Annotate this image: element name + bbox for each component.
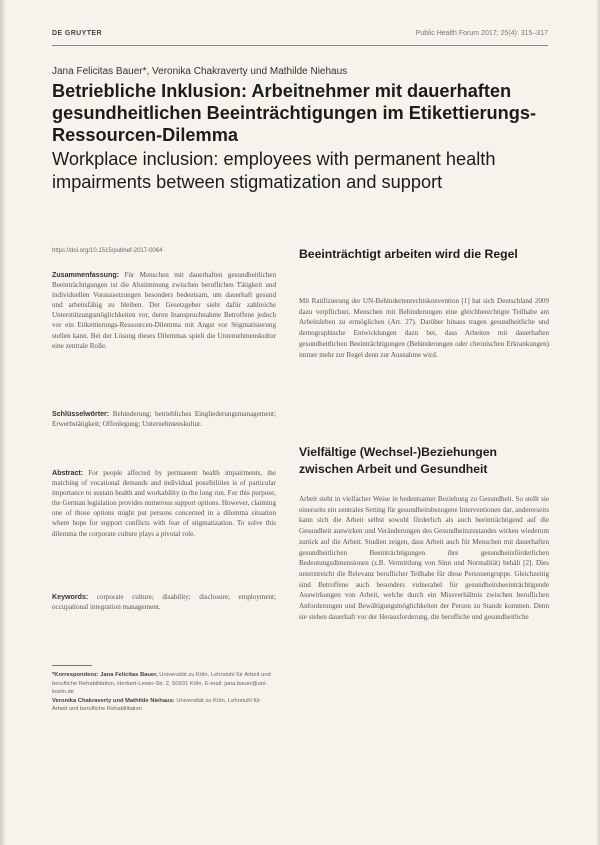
journal-reference: Public Health Forum 2017; 25(4): 315–317 bbox=[415, 30, 548, 37]
section-heading: Vielfältige (Wechsel-)Beziehungen zwischen Arbeit und Gesundheit bbox=[299, 445, 497, 476]
publisher-name: DE GRUYTER bbox=[52, 30, 102, 37]
section-heading: Beeinträchtigt arbeiten wird die Regel bbox=[299, 247, 518, 261]
title-german: Betriebliche Inklusion: Arbeitnehmer mit dauerhaften gesundheitlichen Beeinträchtigungen im Etikettierungs-Ressourcen-Dilemma bbox=[52, 81, 537, 145]
abstract-english bbox=[52, 468, 276, 539]
keywords-german-text: Behinderung; betriebliches Eingliederungsmanagement; Erwerbstätigkeit; Offenlegung; Unternehmenskultur. bbox=[52, 410, 276, 429]
section-body: Mit Ratifizierung der UN-Behindertenrechtskonvention [1] hat sich Deutschland 2009 dazu verpflichtet, Menschen mit Behinderungen eine gleichberechtigte Teilhabe am Arbeitsleben zu ermöglichen (Art. 27). Darüber hinaus tragen gesundheitliche und demographische Entwicklungen dazu bei, dass Arbeiten mit dauerhaften gesundheitlichen Beeinträchtigungen (Behinderungen oder chronischen Erkrankungen) immer mehr zur Regel denn zur Ausnahme wird. bbox=[299, 297, 549, 359]
keywords-english-text: corporate culture; disability; disclosure; employment; occupational integration management. bbox=[52, 593, 276, 612]
doi-link[interactable]: https://doi.org/10.1515/pubhef-2017-0064 bbox=[52, 248, 163, 254]
abstract-german bbox=[52, 270, 276, 351]
correspondence-footnote bbox=[52, 671, 276, 714]
abstract-english-label: Abstract: bbox=[52, 469, 84, 477]
title-english: Workplace inclusion: employees with permanent health impairments between stigmatization and support bbox=[52, 149, 496, 192]
running-header bbox=[52, 30, 548, 44]
abstract-german-label: Zusammenfassung: bbox=[52, 271, 120, 279]
abstract-german-text: Für Menschen mit dauerhaften gesundheitlichen Beeinträchtigungen ist die Abstimmung zwischen beruflichen Tätigkeit und individuellen Voraussetzungen besonders bedeutsam, um dauerhaft gesund und arbeitsfähig zu bleiben. Der Gesetzgeber sieht dafür zahlreiche Unterstützungsmöglichkeiten vor, deren Inanspruchnahme Betroffene jedoch vor ein Etikettierungs-Ressourcen-Dilemma mit Angst vor Stigmatisierung stellen kann. Bei der Lösung dieses Dilemmas spielt die Unternehmenskultur eine zentrale Rolle. bbox=[52, 271, 277, 350]
abstract-english-text: For people affected by permanent health impairments, the matching of vocational demands and individual possibilities is of particular importance to sustain health and workability in the long run. For this purpose, the German legislation provides numerous support options. However, claiming one of those options might put persons concerned in a dilemma situation where hope for support conflicts with fear of stigmatization. To solve this dilemma the corporate culture plays a pivotal role. bbox=[52, 469, 276, 538]
keywords-english bbox=[52, 592, 276, 612]
keywords-english-label: Keywords: bbox=[52, 593, 89, 601]
footnote-coauthors-text: Universität zu Köln, Lehrstuhl für Arbeit und berufliche Rehabilitation bbox=[52, 697, 261, 713]
footnote-author-text: Universität zu Köln, Lehrstuhl für Arbeit und berufliche Rehabilitation, Herbert-Lewin-Str. 2, 50931 Köln, E-mail: jana.bauer@uni-koeln.de bbox=[52, 672, 271, 696]
page-edge-shadow bbox=[596, 0, 600, 845]
keywords-german bbox=[52, 409, 276, 429]
page-edge-shadow bbox=[0, 0, 6, 845]
footnote-coauthors-label: Veronika Chakraverty und Mathilde Niehaus: bbox=[52, 697, 175, 704]
footnote-author-label: *Korrespondenz: Jana Felicitas Bauer, bbox=[52, 672, 158, 678]
author-list: Jana Felicitas Bauer*, Veronika Chakraverty und Mathilde Niehaus bbox=[52, 66, 348, 77]
footnote-divider bbox=[52, 665, 92, 666]
section-body: Arbeit steht in vielfacher Weise in bedeutsamer Beziehung zu Gesundheit. So stellt sie einerseits ein zentrales Setting für gesundheitsbezogene Interventionen dar, andererseits kann sich die Arbeit selbst sowohl förderlich als auch beeinträchtigend auf die Gesundheit auswirken und Veränderungen des Gesundheitszustandes wirken wiederum zurück auf die Arbeit. Studien zeigen, dass Arbeit auch für Menschen mit dauerhaften gesundheitlichen Beeinträchtigungen ihre gesundheitsförderlichen Bedeutungsdimensionen (z.B. Vermittlung von Sinn und Normalität) behält [2]. Dies unterstreicht die Relevanz beruflicher Teilhabe für diese Personengruppe. Gleichzeitig sind Betroffene auch besonders vulnerabel für gesundheitsbeeinträchtigende Auswirkungen von Arbeit, welche durch ein Missverhältnis zwischen beruflichen Anforderungen und Bewältigungsmöglichkeiten der Person zu Stande kommen. Denn sie stehen dauerhaft vor der Herausforderung, die berufliche und gesundheitliche bbox=[299, 495, 549, 621]
header-divider bbox=[52, 45, 548, 46]
keywords-german-label: Schlüsselwörter: bbox=[52, 410, 110, 418]
